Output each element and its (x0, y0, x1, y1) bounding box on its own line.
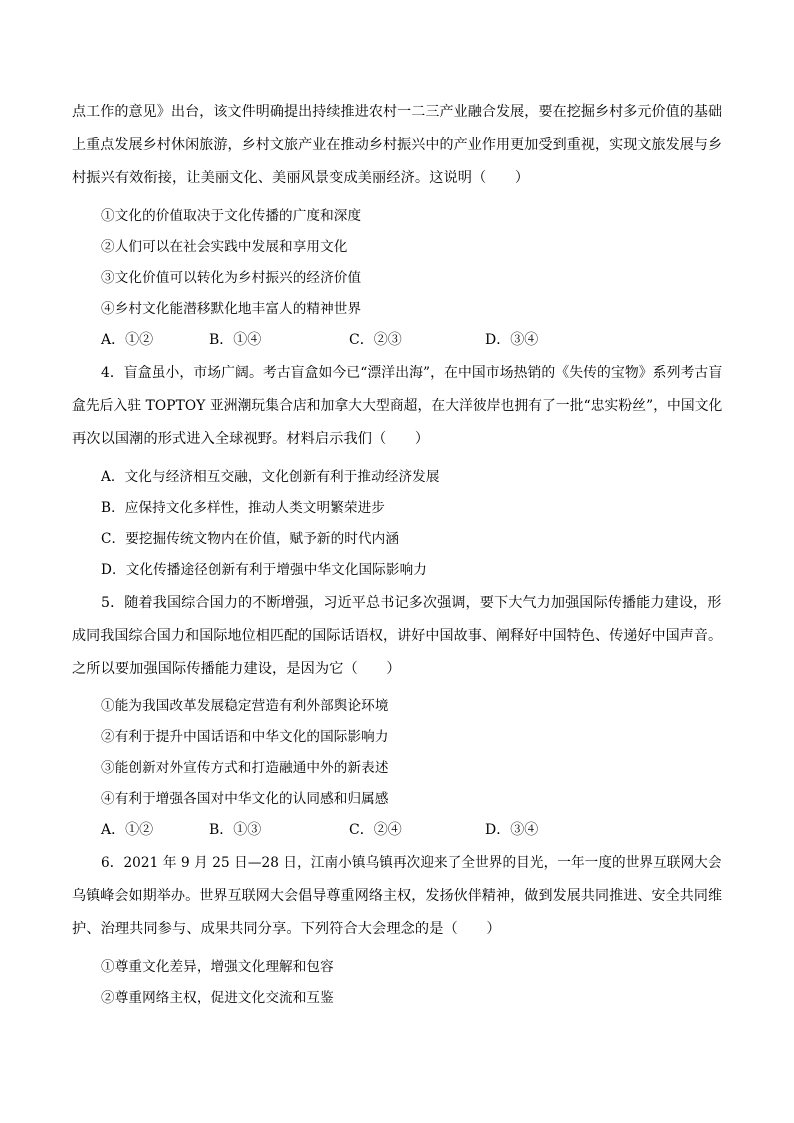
q5-stem-line-1: 5．随着我国综合国力的不断增强，习近平总书记多次强调，要下大气力加强国际传播能力建设，形 (101, 595, 722, 611)
q3-choice-c: C．②③ (349, 332, 402, 348)
q4-option-d: D．文化传播途径创新有利于增强中华文化国际影响力 (101, 562, 427, 578)
q3-stem-line-1: 点工作的意见》出台，该文件明确提出持续推进农村一二三产业融合发展，要在挖掘乡村多元价值的基础 (72, 104, 723, 120)
q3-option-3: ③文化价值可以转化为乡村振兴的经济价值 (101, 270, 362, 286)
q5-stem-line-2: 成同我国综合国力和国际地位相匹配的国际话语权，讲好中国故事、阐释好中国特色、传递好中国声音。 (72, 628, 723, 644)
q4-stem-line-2: 盒先后入驻 TOPTOY 亚洲潮玩集合店和加拿大大型商超，在大洋彼岸也拥有了一批“忠实粉丝”，中国文化 (72, 398, 723, 414)
q4-stem-line-3: 再次以国潮的形式进入全球视野。材料启示我们（ ） (72, 431, 430, 447)
q6-stem-line-1: 6．2021 年 9 月 25 日—28 日，江南小镇乌镇再次迎来了全世界的目光，一年一度的世界互联网大会 (101, 855, 722, 871)
q5-option-3: ③能创新对外宣传方式和打造融通中外的新表述 (101, 760, 389, 776)
q3-option-4: ④乡村文化能潜移默化地丰富人的精神世界 (101, 301, 362, 317)
q6-stem-line-3: 护、治理共同参与、成果共同分享。下列符合大会理念的是（ ） (72, 921, 501, 937)
q4-stem-line-1: 4．盲盒虽小，市场广阔。考古盲盒如今已“漂洋出海”，在中国市场热销的《失传的宝物》系列考古盲 (101, 365, 723, 381)
q3-choice-a: A．①② (101, 332, 154, 348)
q5-option-4: ④有利于增强各国对中华文化的认同感和归属感 (101, 791, 389, 807)
q3-choices (101, 330, 701, 350)
q6-option-1: ①尊重文化差异，增强文化理解和包容 (101, 959, 334, 975)
q3-stem-line-2: 上重点发展乡村休闲旅游，乡村文旅产业在推动乡村振兴中的产业作用更加受到重视，实现文旅发展与乡 (72, 137, 723, 153)
q3-stem-line-3: 村振兴有效衔接，让美丽文化、美丽风景变成美丽经济。这说明（ ） (72, 170, 530, 186)
q4-option-a: A．文化与经济相互交融，文化创新有利于推动经济发展 (101, 469, 440, 485)
q5-choice-d: D．③④ (485, 822, 539, 838)
q3-choice-d: D．③④ (485, 332, 539, 348)
q5-choices (101, 820, 701, 840)
q6-option-2: ②尊重网络主权，促进文化交流和互鉴 (101, 990, 334, 1006)
q4-option-c: C．要挖掘传统文物内在价值，赋予新的时代内涵 (101, 531, 400, 547)
q5-choice-a: A．①② (101, 822, 154, 838)
q3-option-2: ②人们可以在社会实践中发展和享用文化 (101, 239, 348, 255)
q5-choice-c: C．②④ (349, 822, 402, 838)
q5-option-1: ①能为我国改革发展稳定营造有利外部舆论环境 (101, 698, 389, 714)
q6-stem-line-2: 乌镇峰会如期举办。世界互联网大会倡导尊重网络主权，发扬伙伴精神，做到发展共同推进、安全共同维 (72, 888, 723, 904)
q5-option-2: ②有利于提升中国话语和中华文化的国际影响力 (101, 729, 389, 745)
q5-stem-line-3: 之所以要加强国际传播能力建设，是因为它（ ） (72, 661, 401, 677)
q4-option-b: B．应保持文化多样性，推动人类文明繁荣进步 (101, 500, 385, 516)
q3-choice-b: B．①④ (209, 332, 262, 348)
q5-choice-b: B．①③ (209, 822, 262, 838)
q3-option-1: ①文化的价值取决于文化传播的广度和深度 (101, 208, 362, 224)
